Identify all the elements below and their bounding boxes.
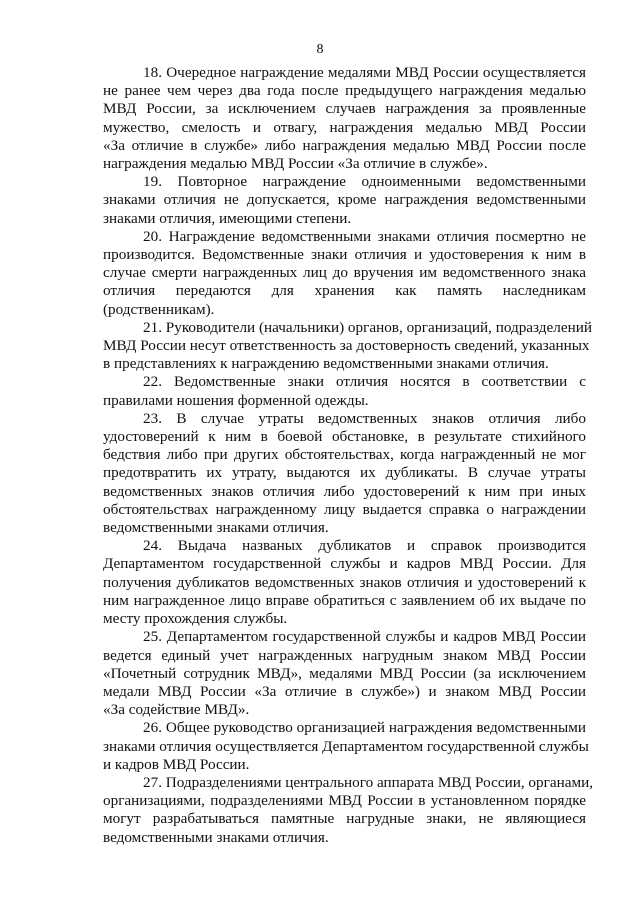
text-line: 23. В случае утраты ведомственных знаков отличия либо [143, 409, 586, 427]
text-line: знаками отличия, имеющими степени. [103, 209, 352, 227]
text-line: 27. Подразделениями центрального аппарата МВД России, органами, [143, 773, 593, 791]
text-line: медали МВД России «За отличие в службе») и знаком МВД России [103, 682, 586, 700]
text-line: обстоятельствах награжденному лицу выдается справка о награждении [103, 500, 586, 518]
paragraph [103, 628, 586, 719]
text-line: (родственникам). [103, 300, 215, 318]
text-line: производится. Ведомственные знаки отличия и удостоверения к ним в [103, 246, 586, 264]
paragraph [103, 318, 592, 374]
text-line: награждения медалью МВД России «За отличие в службе». [103, 155, 488, 173]
text-line: не ранее чем через два года после предыдущего награждения медалью [103, 82, 586, 100]
text-line: и кадров МВД России. [103, 755, 250, 773]
text-line: 19. Повторное награждение одноименными ведомственными [143, 173, 586, 191]
text-line: месту прохождения службы. [103, 610, 288, 628]
paragraph [103, 173, 586, 228]
text-line: 25. Департаментом государственной службы и кадров МВД России [143, 628, 586, 646]
text-line: ведется единый учет награжденных нагрудным знаком МВД России [103, 646, 586, 664]
paragraph [103, 773, 593, 847]
text-line: 24. Выдача названых дубликатов и справок производится [143, 537, 586, 555]
text-line: знаками отличия осуществляется Департаментом государственной службы [103, 737, 589, 755]
text-line: Департаментом государственной службы и кадров МВД России. Для [103, 555, 586, 573]
paragraph [103, 537, 586, 628]
text-line: 26. Общее руководство организацией награждения ведомственными [143, 719, 586, 737]
paragraph [103, 373, 586, 409]
text-line: 18. Очередное награждение медалями МВД России осуществляется [143, 64, 586, 81]
text-line: 22. Ведомственные знаки отличия носятся в соответствии с [143, 373, 586, 391]
paragraph [103, 228, 586, 319]
text-line: правилами ношения форменной одежды. [103, 391, 369, 409]
paragraph [103, 719, 589, 774]
text-line: получения дубликатов ведомственных знаков отличия и удостоверений к [103, 573, 586, 591]
paragraph [103, 410, 586, 537]
text-line: предотвратить их утрату, выдаются их дубликаты. В случае утраты [103, 464, 586, 482]
text-line: ведомственными знаками отличия. [103, 519, 329, 537]
text-line: ведомственных знаков отличия либо удостоверений к ним при иных [103, 482, 586, 500]
text-line: 20. Награждение ведомственными знаками отличия посмертно не [143, 227, 586, 245]
text-line: ним награжденное лицо вправе обратиться с заявлением об их выдаче по [103, 591, 586, 609]
text-line: «Почетный сотрудник МВД», медалями МВД России (за исключением [103, 664, 586, 682]
text-line: 21. Руководители (начальники) органов, организаций, подразделений [143, 318, 592, 336]
text-line: отличия передаются для хранения как память наследникам [103, 282, 586, 300]
text-line: могут разрабатываться памятные нагрудные знаки, не являющиеся [103, 810, 586, 828]
text-line: «За отличие в службе» либо награждения медалью МВД России после [103, 136, 586, 154]
paragraph [103, 64, 586, 173]
page-number: 8 [316, 42, 324, 57]
text-line: бедствия либо при других обстоятельствах, когда награжденный не мог [103, 446, 586, 464]
text-line: удостоверений к ним в боевой обстановке, в результате стихийного [103, 428, 586, 446]
text-line: «За содействие МВД». [103, 701, 250, 719]
text-line: организациями, подразделениями МВД России в установленном порядке [103, 792, 586, 810]
text-line: МВД России несут ответственность за достоверность сведений, указанных [103, 337, 590, 355]
text-line: МВД России, за исключением случаев награждения за проявленные [103, 100, 586, 118]
text-line: случае смерти награжденных лиц до вручения им ведомственного знака [103, 264, 586, 282]
text-line: в представлениях к награждению ведомственными знаками отличия. [103, 355, 549, 373]
text-line: знаками отличия не допускается, кроме награждения ведомственными [103, 191, 586, 209]
document-body [103, 64, 593, 847]
text-line: ведомственными знаками отличия. [103, 828, 329, 846]
text-line: мужество, смелость и отвагу, награждения медалью МВД России [103, 118, 586, 136]
